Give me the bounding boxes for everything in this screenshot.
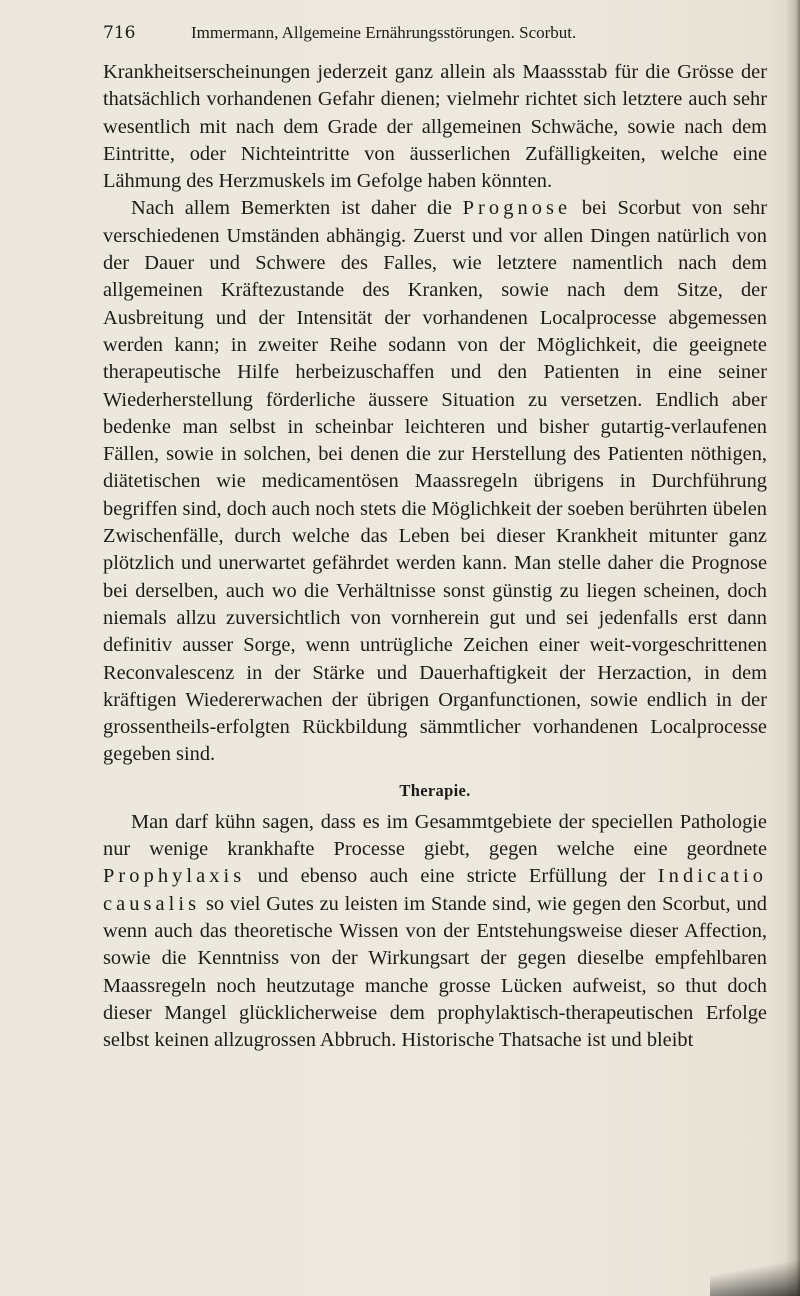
page-corner-shadow [710,1250,800,1296]
paragraph-therapie-text-3: so viel Gutes zu leisten im Stande sind, wie gegen den Scorbut, und wenn auch das theoretische Wissen von der Entstehungsweise dieser Affection, sowie die Kenntniss von der Wirkungsart der gegen dieselbe empfehlbaren Maassregeln noch heutzutage manche grosse Lücken aufweist, so thut doch dieser Mangel glücklicherweise dem prophylaktisch-therapeutischen Erfolge selbst keinen allzugrossen Abbruch. Historische Thatsache ist und bleibt [103,892,767,1052]
section-heading-therapie: Therapie. [399,780,471,800]
paragraph-prognose-text-before: Nach allem Bemerkten ist daher die [131,197,463,220]
page-number: 716 [103,23,136,43]
paragraph-continuation: Krankheitserscheinungen jederzeit ganz allein als Maassstab für die Grösse der thatsächlich vorhandenen Gefahr dienen; vielmehr richtet sich letztere auch sehr wesentlich mit nach dem Grade der allgemeinen Schwäche, sowie nach dem Eintritte, oder Nichteintritte von äusserlichen Zufälligkeiten, welche eine Lähmung des Herzmuskels im Gefolge haben könnten. [103,61,767,193]
paragraph-therapie-text-2: und ebenso auch eine stricte Erfüllung der [245,865,658,888]
emphasis-indicatio-causalis: Indicatio causalis [103,865,767,915]
page-header [103,18,753,48]
emphasis-prognose: Prognose [462,197,572,220]
emphasis-prophylaxis: Prophylaxis [103,865,246,888]
paragraph-therapie [103,809,767,1055]
running-head: Immermann, Allgemeine Ernährungsstörungen. Scorbut. [191,23,577,42]
paragraph-prognose-text-after: bei Scorbut von sehr verschiedenen Umständen abhängig. Zuerst und vor allen Dingen natürlich von der Dauer und Schwere des Falles, wie letztere namentlich nach dem allgemeinen Kräftezustande des Kranken, sowie nach dem Sitze, der Ausbreitung und der Intensität der vorhandenen Localprocesse abgemessen werden kann; in zweiter Reihe sodann von der Möglichkeit, die geeignete therapeutische Hilfe herbeizuschaffen und den Patienten in eine seiner Wiederherstellung förderliche äussere Situation zu versetzen. Endlich aber bedenke man selbst in scheinbar leichteren und bisher gutartig-verlaufenen Fällen, sowie in solchen, bei denen die zur Herstellung des Patienten nöthigen, diätetischen wie medicamentösen Maassregeln übrigens in Durchführung begriffen sind, doch auch noch stets die Möglichkeit der soeben berührten übelen Zwischenfälle, durch welche das Leben bei dieser Krankheit mitunter ganz plötzlich und unerwartet gefährdet werden kann. Man stelle daher die Prognose bei derselben, auch wo die Verhältnisse sonst günstig zu liegen scheinen, doch niemals allzu zuversichtlich von vornherein gut und sei jedenfalls erst dann definitiv ausser Sorge, wenn untrügliche Zeichen einer weit-vorgeschrittenen Reconvalescenz in der Stärke und Dauerhaftigkeit der Herzaction, in dem kräftigen Wiedererwachen der übrigen Organfunctionen, sowie endlich in der grossentheils-erfolgten Rückbildung sämmtlicher vorhandenen Localprocesse gegeben sind. [103,197,767,766]
paragraph-prognose [103,195,767,768]
paragraph-therapie-text-1: Man darf kühn sagen, dass es im Gesammtgebiete der speciellen Pathologie nur wenige krankhafte Processe giebt, gegen welche eine geordnete [103,810,767,861]
page-edge-shadow [786,0,800,1296]
body-text [103,59,767,1054]
